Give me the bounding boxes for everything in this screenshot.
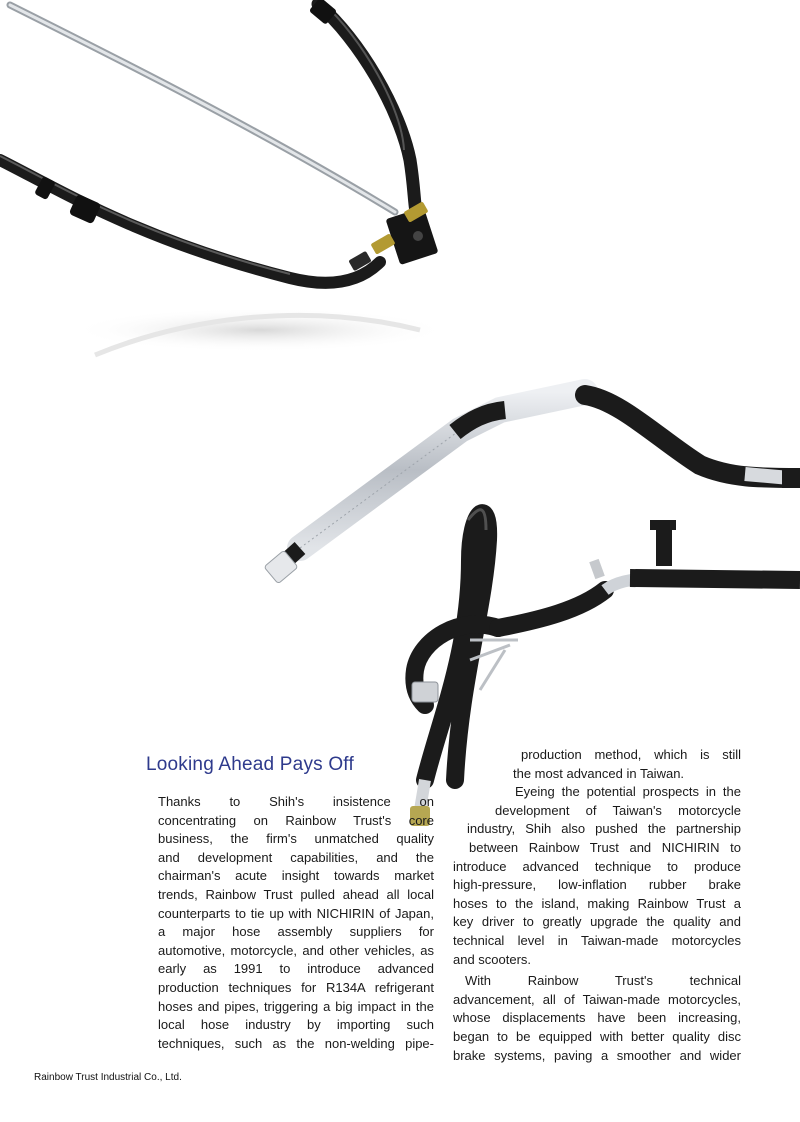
text-line: development of Taiwan's motorcycle [495, 802, 741, 818]
text-line: the most advanced in Taiwan. [513, 765, 685, 781]
text-line: With Rainbow Trust's technical [465, 973, 741, 989]
text-line: industry, Shih also pushed the partnership [467, 821, 741, 837]
text-line: hoses and pipes, triggering a big impact in the [158, 998, 434, 1014]
text-line: brake systems, paving a smoother and wider [453, 1047, 741, 1063]
text-line: chairman's acute insight towards market [158, 868, 434, 884]
article-paragraph [146, 793, 434, 1053]
text-line: automotive, motorcycle, and other vehicles, as [158, 942, 434, 958]
section-heading: Looking Ahead Pays Off [146, 754, 354, 775]
text-line: trends, Rainbow Trust pulled ahead all local [158, 886, 434, 902]
text-line: high-pressure, low-inflation rubber brake [453, 877, 741, 893]
article-paragraph [453, 746, 741, 1065]
text-line: counterparts to tie up with NICHIRIN of Japan, [158, 905, 434, 921]
text-line: production techniques for R134A refrigerant [158, 979, 434, 995]
text-line: business, the firm's unmatched quality [158, 831, 434, 847]
text-line: technical level in Taiwan-made motorcycles [453, 932, 741, 948]
text-line: production method, which is still [521, 747, 741, 762]
text-line: early as 1991 to introduce advanced [158, 961, 434, 977]
text-line: key driver to greatly upgrade the quality and [453, 914, 741, 930]
text-line: introduce advanced technique to produce [453, 858, 741, 874]
text-line: a major hose assembly suppliers for [158, 924, 434, 940]
text-line: and scooters. [453, 951, 532, 967]
text-line: and development capabilities, and the [158, 849, 434, 865]
text-line: local hose industry by importing such [158, 1017, 434, 1033]
text-line: hoses to the island, making Rainbow Trust a [453, 895, 741, 911]
text-line: whose displacements have been increasing, [453, 1010, 741, 1026]
text-line: advancement, all of Taiwan-made motorcycles, [453, 991, 741, 1007]
article-left-column [146, 793, 434, 1053]
footer-company: Rainbow Trust Industrial Co., Ltd. [34, 1072, 182, 1083]
text-line: concentrating on Rainbow Trust's core [158, 812, 434, 828]
article-right-column [453, 746, 741, 1065]
brake-hose-image [0, 0, 450, 355]
text-line: Eyeing the potential prospects in the [515, 784, 741, 800]
text-line: between Rainbow Trust and NICHIRIN to [469, 839, 741, 855]
text-line: Thanks to Shih's insistence on [158, 794, 434, 809]
text-line: techniques, such as the non-welding pipe- [158, 1035, 434, 1051]
text-line: began to be equipped with better quality disc [453, 1028, 741, 1044]
